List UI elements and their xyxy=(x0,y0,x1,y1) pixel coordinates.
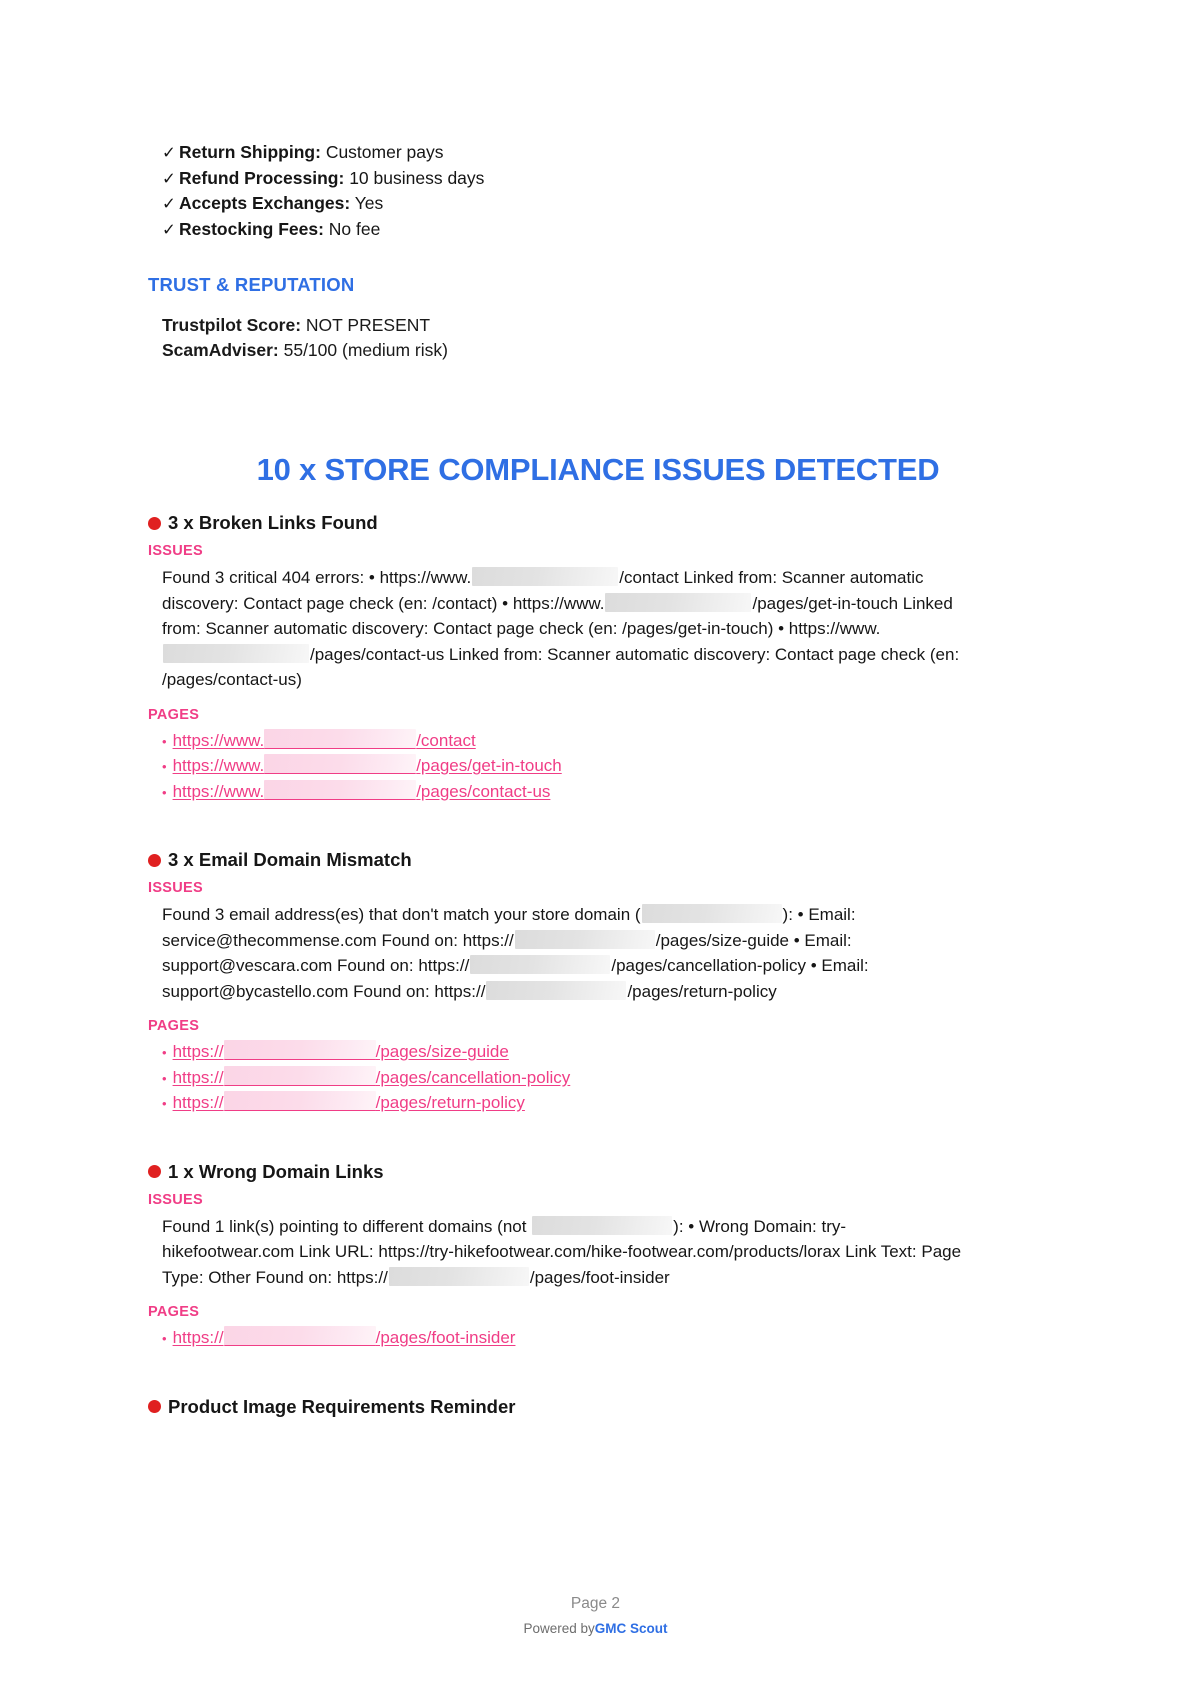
redacted-domain xyxy=(605,593,751,612)
issue-group xyxy=(148,1396,1048,1418)
checklist-row xyxy=(162,166,1048,192)
checklist-row xyxy=(162,140,1048,166)
issue-group-title-text: Product Image Requirements Reminder xyxy=(168,1395,516,1417)
issue-group-title-text: 3 x Broken Links Found xyxy=(168,512,378,533)
page-url-link[interactable] xyxy=(173,1042,509,1061)
list-item xyxy=(162,1066,1048,1092)
trust-row-key: Trustpilot Score: xyxy=(162,315,302,335)
issue-group-title xyxy=(148,849,1048,871)
page-url-suffix: /pages/cancellation-policy xyxy=(375,1067,571,1087)
bullet-dot-icon xyxy=(148,854,161,867)
redacted-domain xyxy=(224,1066,376,1086)
issue-group-title-text: 3 x Email Domain Mismatch xyxy=(168,849,412,870)
list-item xyxy=(162,1040,1048,1066)
checklist-label: Refund Processing: xyxy=(179,167,345,188)
issue-group xyxy=(148,849,1048,1117)
redacted-domain xyxy=(224,1326,376,1346)
checklist-label: Accepts Exchanges: xyxy=(179,193,351,213)
list-bullet-icon: • xyxy=(162,1045,167,1060)
list-item xyxy=(162,729,1048,755)
checklist-row xyxy=(162,191,1048,217)
page-url-prefix: https:// xyxy=(172,1042,224,1061)
page-url-link[interactable] xyxy=(173,756,562,775)
list-bullet-icon: • xyxy=(162,733,167,749)
redacted-domain xyxy=(224,1040,376,1060)
page-content xyxy=(148,140,1048,1417)
issue-description: Found 3 email address(es) that don't match your store domain ( ): • Email: service@thecommense.com Found on: https:// /pages/size-guide • Email: support@vescara.com Found on: https:// /pages/cancellation-policy • Email: support@bycastello.com Found on: https:// /pages/return-policy xyxy=(162,905,869,1001)
page-url-prefix: https:// xyxy=(172,1328,224,1347)
bullet-dot-icon xyxy=(148,1400,161,1413)
page-url-suffix: /pages/size-guide xyxy=(375,1042,509,1061)
page-url-prefix: https://www. xyxy=(172,756,265,775)
list-bullet-icon: • xyxy=(162,1096,167,1111)
trust-row xyxy=(162,338,1048,363)
page-url-suffix: /contact xyxy=(416,730,476,750)
brand-name[interactable]: GMC Scout xyxy=(594,1621,668,1636)
page-url-suffix: /pages/return-policy xyxy=(375,1093,525,1112)
powered-by xyxy=(0,1621,1191,1636)
check-icon: ✓ xyxy=(162,220,176,239)
issue-group-title-text: 1 x Wrong Domain Links xyxy=(168,1160,384,1182)
list-item xyxy=(162,780,1048,806)
page-url-link[interactable] xyxy=(173,1328,516,1347)
page-url-suffix: /pages/contact-us xyxy=(416,781,551,801)
pages-label: PAGES xyxy=(148,706,200,723)
issue-description: Found 1 link(s) pointing to different domains (not ): • Wrong Domain: try-hikefootwear.com Link URL: https://try-hikefootwear.com/hike-footwear.com/products/lorax Link Text: Page Type: Other Found on: https:// /pages/foot-insider xyxy=(162,1216,962,1287)
redacted-domain xyxy=(163,644,309,663)
issues-label: ISSUES xyxy=(148,543,203,559)
trust-reputation-heading: TRUST & REPUTATION xyxy=(148,274,355,295)
page-url-prefix: https://www. xyxy=(172,781,265,801)
compliance-title: 10 x STORE COMPLIANCE ISSUES DETECTED xyxy=(256,452,940,487)
checklist-label: Return Shipping: xyxy=(179,142,321,162)
list-item xyxy=(162,1091,1048,1117)
issue-description: Found 3 critical 404 errors: • https://www. /contact Linked from: Scanner automatic discovery: Contact page check (en: /contact) • https://www. /pages/get-in-touch Linked from: Scanner automatic discovery: Contact page check (en: /pages/get-in-touch) • https://www./pages/contact-us Linked from: Scanner automatic discovery: Contact page check (en: /pages/contact-us) xyxy=(162,568,960,689)
checklist-value: 10 business days xyxy=(349,167,485,188)
redacted-domain xyxy=(264,780,416,800)
list-bullet-icon: • xyxy=(162,759,167,774)
list-item xyxy=(162,1326,1048,1352)
redacted-domain xyxy=(642,904,782,923)
redacted-domain xyxy=(264,754,416,774)
affected-pages-list xyxy=(162,1040,1048,1117)
redacted-domain xyxy=(470,955,610,974)
redacted-domain xyxy=(532,1216,672,1235)
page-url-link[interactable] xyxy=(173,731,476,750)
issue-group-title xyxy=(148,1396,1048,1418)
page-url-link[interactable] xyxy=(173,1093,525,1112)
issue-group xyxy=(148,1161,1048,1352)
redacted-domain xyxy=(515,930,655,949)
page-url-link[interactable] xyxy=(173,1068,571,1087)
issues-label: ISSUES xyxy=(148,1191,203,1208)
checklist-value: Yes xyxy=(354,193,384,213)
affected-pages-list xyxy=(162,1326,1048,1352)
checklist-row xyxy=(162,217,1048,243)
list-item xyxy=(162,754,1048,780)
issue-group-title xyxy=(148,1161,1048,1183)
trust-row-key: ScamAdviser: xyxy=(162,339,279,360)
check-icon: ✓ xyxy=(162,144,176,162)
list-bullet-icon: • xyxy=(162,1070,167,1086)
redacted-domain xyxy=(486,981,626,1000)
trust-reputation-rows xyxy=(162,313,1048,362)
check-icon: ✓ xyxy=(162,195,176,213)
trust-row-value: NOT PRESENT xyxy=(305,315,431,335)
trust-row-value: 55/100 (medium risk) xyxy=(283,339,448,360)
bullet-dot-icon xyxy=(148,1165,161,1178)
redacted-domain xyxy=(224,1091,376,1111)
list-bullet-icon: • xyxy=(162,1331,167,1346)
redacted-domain xyxy=(472,567,618,586)
page-url-suffix: /pages/foot-insider xyxy=(375,1328,516,1347)
trust-row xyxy=(162,313,1048,338)
list-bullet-icon: • xyxy=(162,784,167,800)
page-url-prefix: https:// xyxy=(172,1067,224,1087)
issue-group xyxy=(148,512,1048,805)
page-url-link[interactable] xyxy=(173,782,551,801)
page-number: Page 2 xyxy=(570,1595,621,1612)
issue-group-title xyxy=(148,512,1048,534)
bullet-dot-icon xyxy=(148,517,161,530)
checklist-label: Restocking Fees: xyxy=(179,218,324,239)
powered-by-label: Powered by xyxy=(523,1621,595,1636)
page-url-prefix: https://www. xyxy=(172,730,265,750)
affected-pages-list xyxy=(162,729,1048,806)
redacted-domain xyxy=(389,1267,529,1286)
policy-checklist xyxy=(162,140,1048,242)
checklist-value: No fee xyxy=(328,218,381,239)
page-url-suffix: /pages/get-in-touch xyxy=(416,756,562,775)
compliance-issues-list xyxy=(148,512,1048,1427)
pages-label: PAGES xyxy=(148,1304,200,1320)
redacted-domain xyxy=(264,729,416,749)
page-url-prefix: https:// xyxy=(172,1093,224,1112)
pages-label: PAGES xyxy=(148,1018,200,1034)
page-footer xyxy=(0,1595,1191,1636)
check-icon: ✓ xyxy=(162,169,176,188)
checklist-value: Customer pays xyxy=(325,142,444,162)
issues-label: ISSUES xyxy=(148,880,203,896)
